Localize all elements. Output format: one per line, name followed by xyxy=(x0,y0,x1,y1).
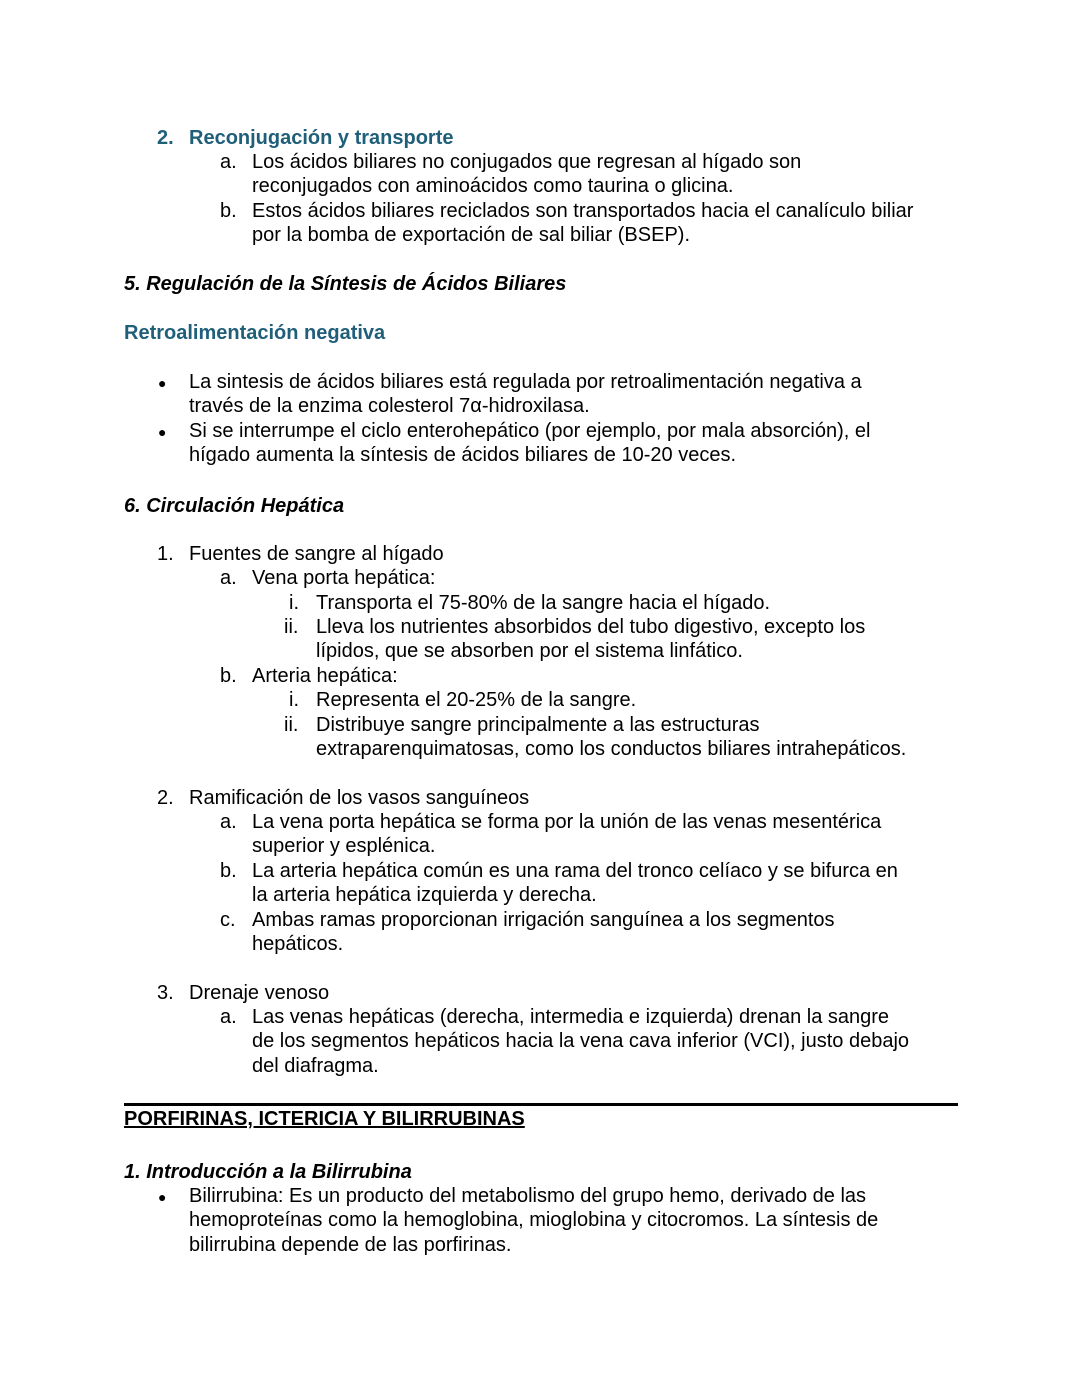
list-number: 1. xyxy=(157,543,174,565)
list-text: hepáticos. xyxy=(252,933,344,955)
list-text: Transporta el 75-80% de la sangre hacia el hígado. xyxy=(316,592,770,614)
list-marker: b. xyxy=(220,665,237,687)
section-divider xyxy=(124,1103,958,1106)
subsection-title: Retroalimentación negativa xyxy=(124,322,386,344)
list-marker: ii. xyxy=(284,616,299,638)
bullet-text: través de la enzima colesterol 7α-hidroxilasa. xyxy=(189,395,590,417)
list-text: superior y esplénica. xyxy=(252,835,436,857)
list-number: 2. xyxy=(157,127,174,149)
list-text: de los segmentos hepáticos hacia la vena cava inferior (VCI), justo debajo xyxy=(252,1030,910,1052)
list-text: extraparenquimatosas, como los conductos biliares intrahepáticos. xyxy=(316,738,907,760)
list-marker: c. xyxy=(220,909,236,931)
list-text: Las venas hepáticas (derecha, intermedia e izquierda) drenan la sangre xyxy=(252,1006,890,1028)
list-number: 2. xyxy=(157,787,174,809)
list-text: Arteria hepática: xyxy=(252,665,398,687)
bullet-text: hígado aumenta la síntesis de ácidos biliares de 10-20 veces. xyxy=(189,444,737,466)
bullet-text: bilirrubina depende de las porfirinas. xyxy=(189,1234,512,1256)
list-marker: i. xyxy=(289,689,299,711)
list-text: Estos ácidos biliares reciclados son transportados hacia el canalículo biliar xyxy=(252,200,914,222)
chapter-heading: PORFIRINAS, ICTERICIA Y BILIRRUBINAS xyxy=(124,1108,525,1130)
list-text: Los ácidos biliares no conjugados que regresan al hígado son xyxy=(252,151,802,173)
list-text: Representa el 20-25% de la sangre. xyxy=(316,689,637,711)
list-text: Lleva los nutrientes absorbidos del tubo digestivo, excepto los xyxy=(316,616,866,638)
bullet-text: Si se interrumpe el ciclo enterohepático (por ejemplo, por mala absorción), el xyxy=(189,420,871,442)
list-text: Ramificación de los vasos sanguíneos xyxy=(189,787,530,809)
list-number: 3. xyxy=(157,982,174,1004)
bullet-icon: ● xyxy=(158,375,167,391)
list-marker: ii. xyxy=(284,714,299,736)
list-marker: a. xyxy=(220,567,237,589)
list-marker: a. xyxy=(220,1006,237,1028)
list-text: la arteria hepática izquierda y derecha. xyxy=(252,884,597,906)
list-marker: b. xyxy=(220,200,237,222)
list-text: del diafragma. xyxy=(252,1055,379,1077)
list-marker: a. xyxy=(220,151,237,173)
list-text: reconjugados con aminoácidos como taurina o glicina. xyxy=(252,175,734,197)
section-heading: 6. Circulación Hepática xyxy=(124,495,345,517)
list-text: por la bomba de exportación de sal biliar (BSEP). xyxy=(252,224,691,246)
list-text: Ambas ramas proporcionan irrigación sanguínea a los segmentos xyxy=(252,909,835,931)
list-text: La vena porta hepática se forma por la unión de las venas mesentérica xyxy=(252,811,882,833)
list-marker: a. xyxy=(220,811,237,833)
list-text: Distribuye sangre principalmente a las estructuras xyxy=(316,714,760,736)
list-text: La arteria hepática común es una rama del tronco celíaco y se bifurca en xyxy=(252,860,898,882)
list-text: Drenaje venoso xyxy=(189,982,330,1004)
bullet-icon: ● xyxy=(158,1189,167,1205)
bullet-text: La sintesis de ácidos biliares está regulada por retroalimentación negativa a xyxy=(189,371,862,393)
list-text: lípidos, que se absorben por el sistema linfático. xyxy=(316,640,743,662)
bullet-icon: ● xyxy=(158,424,167,440)
list-text: Vena porta hepática: xyxy=(252,567,436,589)
bullet-text: Bilirrubina: Es un producto del metabolismo del grupo hemo, derivado de las xyxy=(189,1185,867,1207)
subsection-title: Reconjugación y transporte xyxy=(189,127,454,149)
bullet-text: hemoproteínas como la hemoglobina, mioglobina y citocromos. La síntesis de xyxy=(189,1209,879,1231)
section-heading: 1. Introducción a la Bilirrubina xyxy=(124,1161,412,1183)
list-text: Fuentes de sangre al hígado xyxy=(189,543,444,565)
section-heading: 5. Regulación de la Síntesis de Ácidos Biliares xyxy=(124,273,567,295)
list-marker: b. xyxy=(220,860,237,882)
list-marker: i. xyxy=(289,592,299,614)
